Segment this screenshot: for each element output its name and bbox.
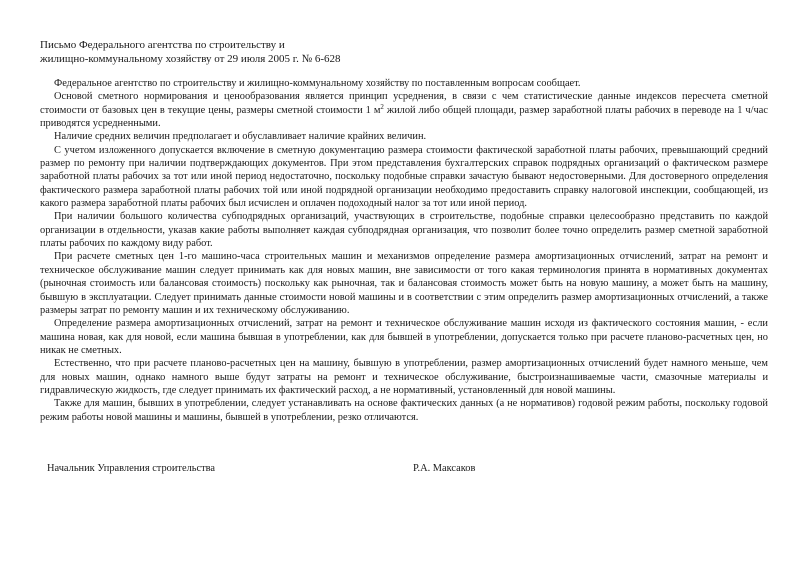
paragraph-extreme-values: Наличие средних величин предполагает и обуславливает наличие крайних величин. <box>54 131 427 143</box>
paragraph-machine-hour-cost: При расчете сметных цен 1-го машино-часа строительных машин и механизмов определение размера амортизационных отчислений, затрат на ремонт и техническое обслуживание машин следует принимать как для новых машин, вне зависимости от того какая терминология принята в нормативных документах (рыночная стоимость или балансовая стоимость) поскольку как рыночная, так и балансовая стоимость может быть на новую машину, а может быть на машину, бывшую в эксплуатации. Следует принимать данные стоимости новой машины и в соответствии с этим определить размер амортизационных отчислений, а также размеры затрат по ремонту машин и их техническому обслуживанию. <box>40 251 768 316</box>
document-title <box>40 38 460 66</box>
paragraph-actual-wages: С учетом изложенного допускается включение в сметную документацию размера стоимости фактической заработной платы рабочих, превышающий средний размер по ремонту при наличии подтверждающих документов. При этом представления бухгалтерских справок подрядных организаций о фактическом размере заработной платы рабочих за тот или иной период недостаточно, поскольку подобные справки зачастую бывают недостоверными. Для достоверного определения фактического размера заработной платы рабочих той или иной подрядной организации необходимо предоставить справку налоговой инспекции, сообщающей, из какого размера заработной платы рабочих был исчислен и оплачен подоходный налог за тот или иной период. <box>40 144 768 210</box>
document-title-line-2: жилищно-коммунальному хозяйству от 29 июля 2005 г. № 6-628 <box>40 53 341 65</box>
document-title-line-1: Письмо Федерального агентства по строительству и <box>40 39 285 51</box>
signature-block <box>40 462 768 476</box>
signatory-name: Р.А. Максаков <box>413 463 476 474</box>
signatory-position: Начальник Управления строительства <box>47 463 216 474</box>
paragraph-averaging-text-a: Основой сметного нормирования и ценообразования является принцип усреднения, в связи с чем статистические данные индексов пересчета сметной стоимости от базовых цен в текущие цены, размеры сметной стоимости 1 м <box>40 91 768 116</box>
paragraph-intro: Федеральное агентство по строительству и жилищно-коммунальному хозяйству по поставленным вопросам сообщает. <box>54 78 581 89</box>
paragraph-operating-mode: Также для машин, бывших в употреблении, следует устанавливать на основе фактических данных (а не нормативов) годовой режим работы, поскольку годовой режим работы новой машины и машины, бывшей в употреблении, резко отличаются. <box>40 398 768 423</box>
paragraph-averaging-principle <box>40 90 768 130</box>
paragraph-depreciation: Определение размера амортизационных отчислений, затрат на ремонт и техническое обслуживание машин исходя из фактического состояния машин, - если машина новая, как для новой, если машина бывшая в употреблении, как для бывшей в употреблении, допускается только при расчете планово-расчетных цен, но никак не сметных. <box>40 318 768 356</box>
paragraph-averaging-text-b: жилой либо общей площади, размер заработной платы рабочих в переводе на 1 ч/час приводятся усредненными. <box>40 104 768 130</box>
paragraph-used-machines: Естественно, что при расчете планово-расчетных цен на машину, бывшую в употреблении, размер амортизационных отчислений будет намного меньше, чем для новых машин, однако намного выше будут затраты на ремонт и техническое обслуживание, быстроизнашиваемые части, смазочные материалы и гидравлическую жидкость, где следует принимать их фактический расход, а не нормативный, установленный для новой машины. <box>40 358 768 396</box>
document-body <box>40 77 768 424</box>
square-meter-superscript: 2 <box>380 102 384 111</box>
paragraph-subcontractors: При наличии большого количества субподрядных организаций, участвующих в строительстве, подобные справки целесообразно представить по каждой организации в отдельности, указав какие работы выполняет каждая субподрядная организация, что позволит более точно определить размер сметной заработной платы рабочих по каждому виду работ. <box>40 211 768 250</box>
